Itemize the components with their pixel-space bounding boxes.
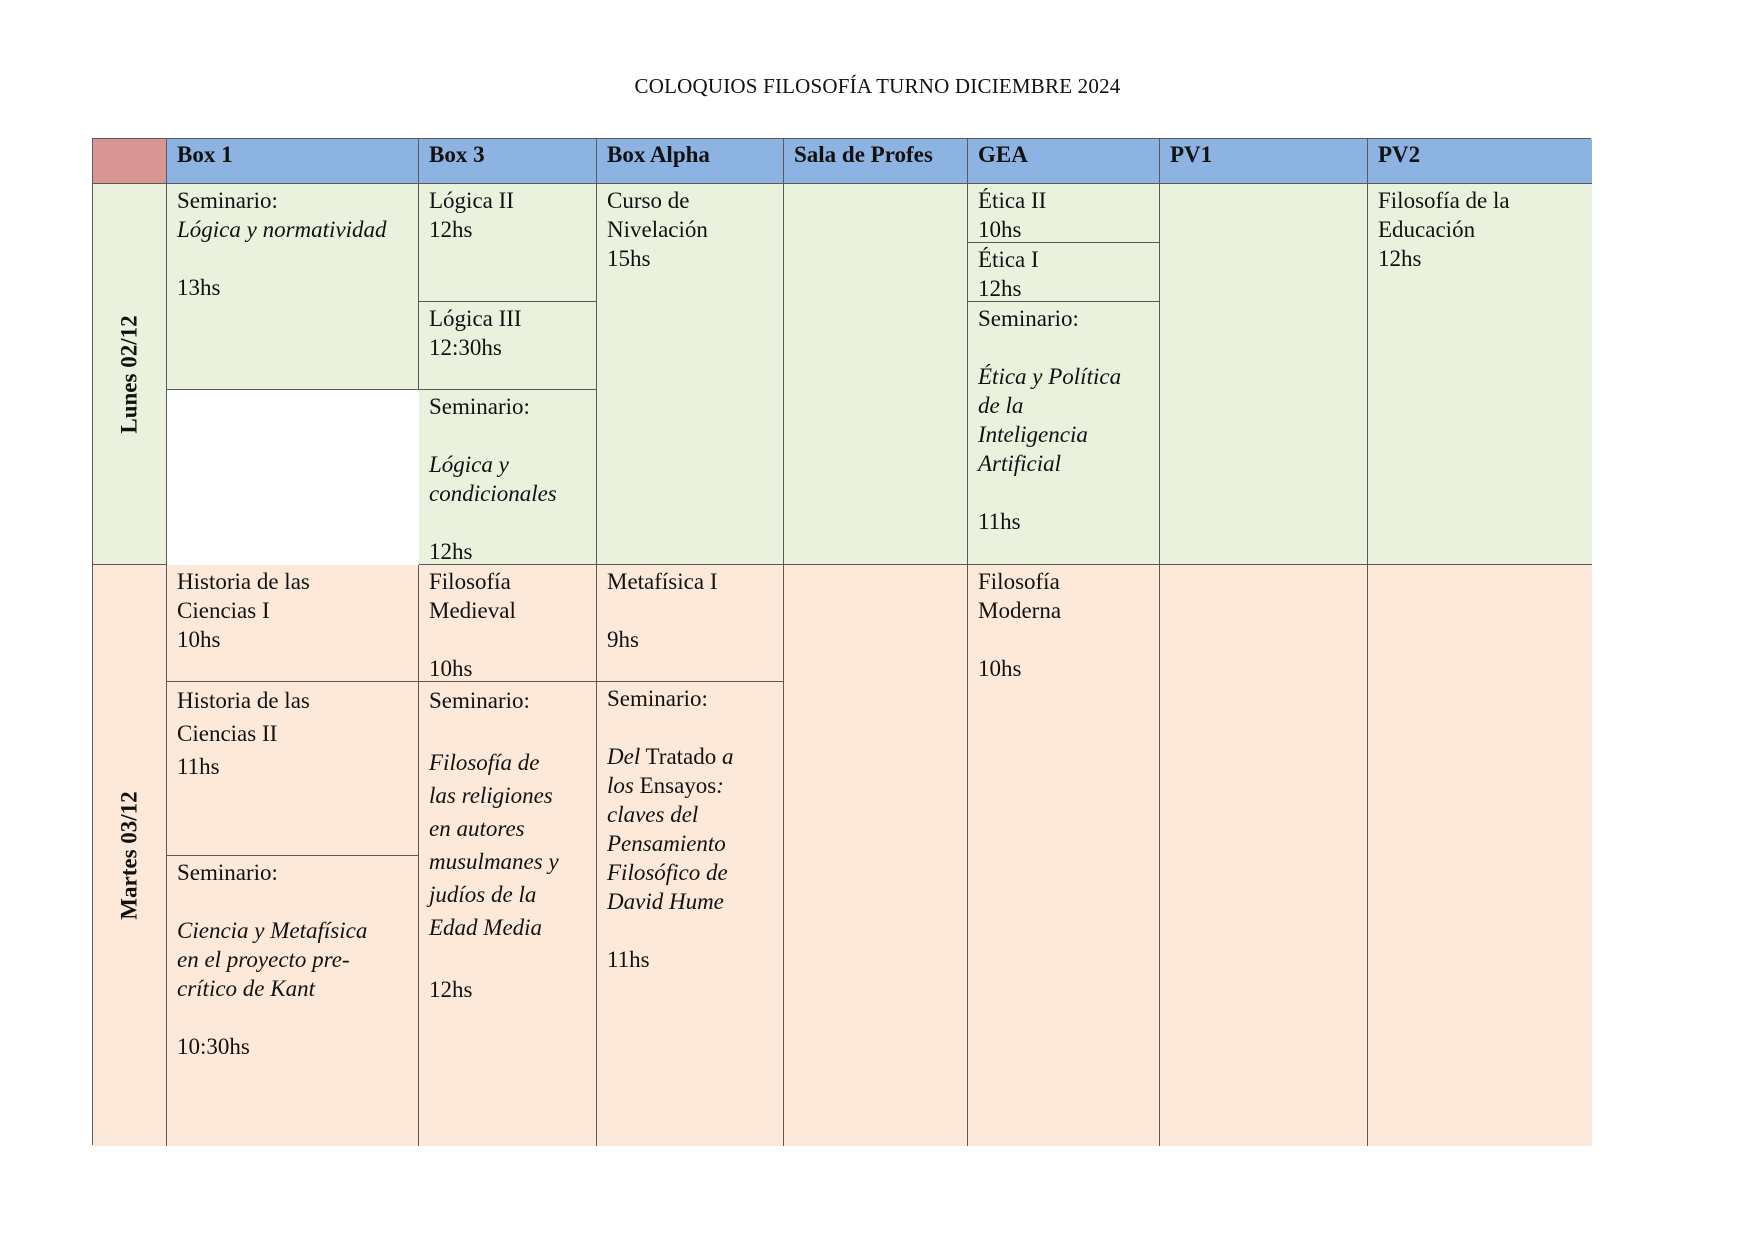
cell-text: Ciencias I (177, 598, 270, 623)
cell-time: 12hs (1378, 246, 1422, 271)
header-box1: Box 1 (167, 139, 419, 184)
seminar-title: David Hume (607, 889, 724, 914)
tuesday-box3-seminar (419, 682, 597, 1146)
document-title: COLOQUIOS FILOSOFÍA TURNO DICIEMBRE 2024 (634, 74, 1121, 98)
cell-time: 11hs (978, 509, 1021, 534)
seminar-title-mixed: los Ensayos: (607, 773, 724, 798)
day-label-tuesday (93, 565, 167, 1146)
schedule-table (92, 138, 1591, 1145)
seminar-title: condicionales (429, 481, 557, 506)
cell-text: Curso de (607, 188, 690, 213)
cell-time: 13hs (177, 275, 221, 300)
cell-text: Historia de las (177, 688, 310, 713)
seminar-title: en autores (429, 816, 525, 841)
tuesday-sala-cell (784, 565, 968, 1146)
cell-text: Historia de las (177, 569, 310, 594)
cell-text: Educación (1378, 217, 1476, 242)
seminar-title: Filosofía de (429, 750, 540, 775)
cell-text: Seminario: (177, 188, 278, 213)
tuesday-pv1-cell (1160, 565, 1368, 1146)
cell-text: Metafísica I (607, 569, 718, 594)
monday-gea-etica1 (968, 243, 1160, 302)
monday-box3-seminar (419, 390, 597, 565)
monday-alpha-cell (597, 184, 784, 565)
cell-time: 10hs (177, 627, 221, 652)
seminar-title: en el proyecto pre- (177, 947, 350, 972)
seminar-title: Ciencia y Metafísica (177, 918, 368, 943)
tuesday-alpha-metafisica (597, 565, 784, 682)
seminar-title: las religiones (429, 783, 553, 808)
seminar-title: Artificial (978, 451, 1062, 476)
cell-text: Lógica III (429, 306, 522, 331)
tuesday-gea-cell (968, 565, 1160, 1146)
cell-text: Seminario: (429, 394, 530, 419)
tuesday-alpha-seminar (597, 682, 784, 1146)
header-sala-de-profes: Sala de Profes (784, 139, 968, 184)
monday-pv2-cell (1368, 184, 1592, 565)
header-pv1: PV1 (1160, 139, 1368, 184)
monday-sala-cell (784, 184, 968, 565)
cell-text: Filosofía (978, 569, 1060, 594)
header-corner (93, 139, 167, 184)
header-box3: Box 3 (419, 139, 597, 184)
header-box-alpha: Box Alpha (597, 139, 784, 184)
cell-time: 10hs (429, 656, 473, 681)
cell-text: Seminario: (607, 686, 708, 711)
cell-text: Ciencias II (177, 721, 278, 746)
day-label-tuesday-text: Martes 03/12 (117, 791, 143, 920)
cell-text: Seminario: (978, 306, 1079, 331)
cell-text: Moderna (978, 598, 1062, 623)
monday-box3-logica2 (419, 184, 597, 302)
cell-time: 12:30hs (429, 335, 502, 360)
cell-text: Seminario: (429, 688, 530, 713)
seminar-title: de la (978, 393, 1024, 418)
tuesday-box1-historia1 (167, 565, 419, 682)
cell-text: Filosofía de la (1378, 188, 1510, 213)
seminar-title: Ética y Política (978, 364, 1122, 389)
cell-time: 10:30hs (177, 1034, 250, 1059)
cell-time: 12hs (429, 977, 473, 1002)
monday-pv1-cell (1160, 184, 1368, 565)
cell-time: 12hs (978, 276, 1022, 301)
cell-time: 12hs (429, 539, 473, 564)
header-gea: GEA (968, 139, 1160, 184)
seminar-title: Lógica y (429, 452, 509, 477)
seminar-title: judíos de la (429, 882, 537, 907)
cell-text: Nivelación (607, 217, 708, 242)
tuesday-box1-historia2 (167, 682, 419, 856)
cell-text: Ética II (978, 188, 1047, 213)
cell-time: 11hs (177, 754, 220, 779)
monday-box1-cell (167, 184, 419, 390)
cell-text: Lógica II (429, 188, 514, 213)
seminar-title: Pensamiento (607, 831, 726, 856)
cell-time: 10hs (978, 656, 1022, 681)
seminar-title: crítico de Kant (177, 976, 315, 1001)
seminar-title: Filosófico de (607, 860, 728, 885)
cell-text: Seminario: (177, 860, 278, 885)
tuesday-box1-seminar (167, 856, 419, 1146)
tuesday-pv2-cell (1368, 565, 1592, 1146)
seminar-title: Inteligencia (978, 422, 1088, 447)
monday-box3-logica3 (419, 302, 597, 390)
cell-text: Filosofía (429, 569, 511, 594)
cell-time: 11hs (607, 947, 650, 972)
seminar-title-mixed: Del Tratado a (607, 744, 734, 769)
cell-time: 10hs (978, 217, 1022, 242)
header-pv2: PV2 (1368, 139, 1592, 184)
tuesday-box3-medieval (419, 565, 597, 682)
cell-time: 15hs (607, 246, 651, 271)
cell-time: 9hs (607, 627, 639, 652)
monday-gea-etica2 (968, 184, 1160, 243)
seminar-title: musulmanes y (429, 849, 559, 874)
seminar-title: Edad Media (429, 915, 543, 940)
cell-text: Ética I (978, 247, 1039, 272)
monday-gea-seminar (968, 302, 1160, 565)
seminar-title: claves del (607, 802, 699, 827)
seminar-title: Lógica y normatividad (177, 217, 387, 242)
cell-text: Medieval (429, 598, 516, 623)
day-label-monday-text: Lunes 02/12 (117, 314, 143, 434)
cell-time: 12hs (429, 217, 473, 242)
day-label-monday (93, 184, 167, 565)
